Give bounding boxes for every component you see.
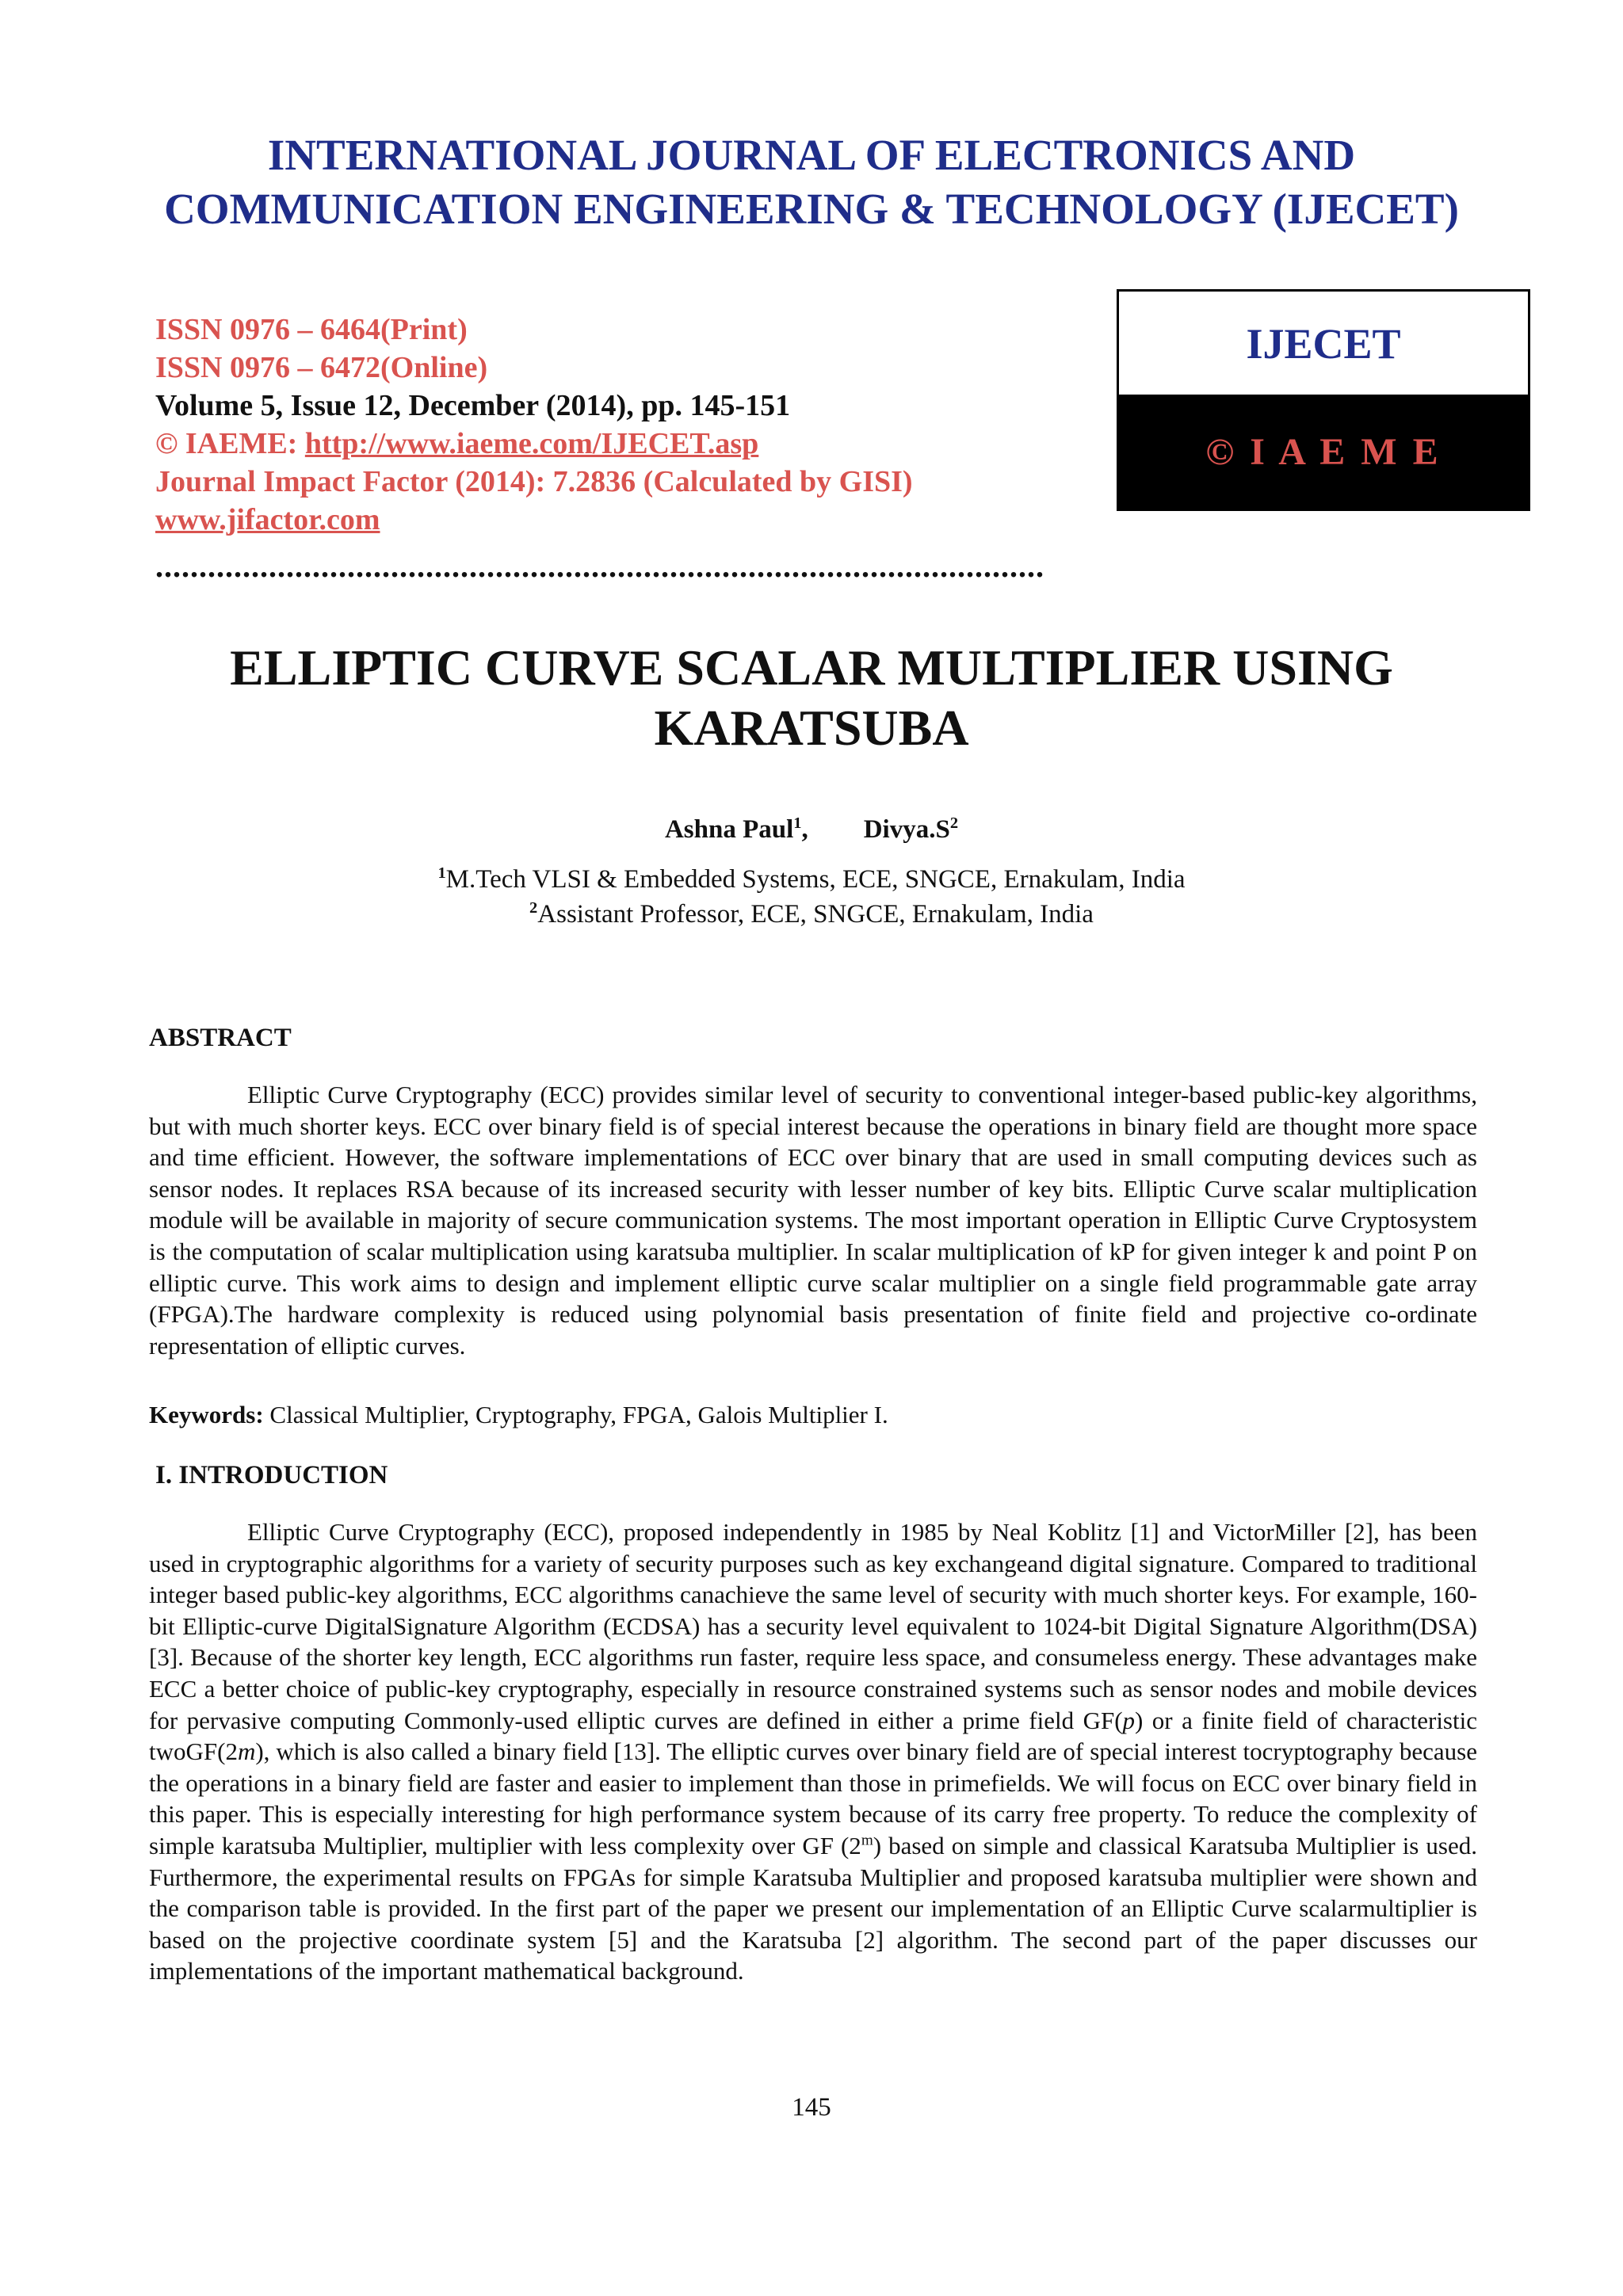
jifactor-link[interactable]: www.jifactor.com [155,503,380,536]
journal-title-line-2: COMMUNICATION ENGINEERING & TECHNOLOGY (IJECET) [164,185,1459,233]
affiliation-1-text: M.Tech VLSI & Embedded Systems, ECE, SNGCE, Ernakulam, India [445,865,1186,894]
keywords-label: Keywords: [149,1401,264,1428]
copyright-line [155,425,1067,463]
affiliation-2-sup: 2 [529,899,538,917]
journal-badge [1117,289,1530,511]
author-1-sup: 1 [793,814,802,832]
intro-sup-m: m [861,1832,873,1849]
paper-title-line-1: ELLIPTIC CURVE SCALAR MULTIPLIER USING [230,639,1393,696]
affiliation-2 [0,897,1623,932]
intro-text-a: Elliptic Curve Cryptography (ECC), proposed independently in 1985 by Neal Koblitz [1] and VictorMiller [2], has been used in cryptographic algorithms for a variety of security purposes such as key exchangeand digital signature. Compared to traditional integer based public-key algorithms, ECC algorithms canachieve the same level of security with much shorter keys. For example, 160-bit Elliptic-curve DigitalSignature Algorithm (ECDSA) has a security level equivalent to 1024-bit Digital Signature Algorithm(DSA) [3]. Because of the shorter key length, ECC algorithms run faster, require less space, and consumeless energy. These advantages make ECC a better choice of public-key cryptography, especially in resource constrained systems such as sensor nodes and mobile devices for pervasive computing Commonly-used elliptic curves are defined in either a prime field GF( [149,1518,1477,1734]
introduction-heading: I. INTRODUCTION [155,1461,388,1489]
issn-online: ISSN 0976 – 6472(Online) [155,351,488,384]
page-number: 145 [792,2093,831,2122]
keywords [149,1399,1477,1431]
abstract-heading: ABSTRACT [149,1024,292,1052]
copyright-prefix: © IAEME: [155,427,305,460]
intro-text-d: ) based on simple and classical Karatsuba Multiplier is used. Furthermore, the experimental results on FPGAs for simple Karatsuba Multiplier and proposed karatsuba multiplier were shown and the comparison table is provided. In the first part of the paper we present our implementation of an Elliptic Curve scalarmultiplier is based on the projective coordinate system [5] and the Karatsuba [2] algorithm. The second part of the paper discusses our implementations of the important mathematical background. [149,1831,1477,1985]
affiliation-1 [0,862,1623,897]
dotted-separator: ...................................................................................................... [155,555,1044,578]
paper-title-line-2: KARATSUBA [654,700,969,756]
intro-text-b: ) or a finite field of characteristic twoGF(2 [149,1706,1477,1766]
paper-title [0,638,1623,758]
journal-title [0,128,1623,236]
journal-title-line-1: INTERNATIONAL JOURNAL OF ELECTRONICS AND [267,131,1356,179]
authors [0,812,1623,847]
intro-italic-p: p [1122,1706,1136,1734]
affiliation-1-sup: 1 [437,864,446,882]
affiliations [0,862,1623,932]
abstract-text: Elliptic Curve Cryptography (ECC) provides similar level of security to conventional integer-based public-key algorithms, but with much shorter keys. ECC over binary field is of special interest because the operations in binary field are thought more space and time efficient. However, the software implementations of ECC over binary that are used in small computing devices such as sensor nodes. It replaces RSA because of its increased security with lesser number of key bits. Elliptic Curve scalar multiplication module will be available in majority of secure communication systems. The most important operation in Elliptic Curve Cryptosystem is the computation of scalar multiplication using karatsuba multiplier. In scalar multiplication of kP for given integer k and point P on elliptic curve. This work aims to design and implement elliptic curve scalar multiplier on a single field programmable gate array (FPGA).The hardware complexity is reduced using polynomial basis presentation of finite field and projective co-ordinate representation of elliptic curves. [149,1081,1477,1360]
intro-text-c: ), which is also called a binary field [13]. The elliptic curves over binary field are of special interest tocryptography because the operations in a binary field are faster and easier to implement than those in primefields. We will focus on ECC over binary field in this paper. This is especially interesting for high performance system because of its carry free property. To reduce the complexity of simple karatsuba Multiplier, multiplier with less complexity over GF (2 [149,1737,1477,1859]
author-2: Divya.S [863,815,950,844]
keywords-text: Classical Multiplier, Cryptography, FPGA, Galois Multiplier I. [263,1401,888,1428]
affiliation-2-text: Assistant Professor, ECE, SNGCE, Ernakulam, India [537,900,1094,929]
badge-ijecet: IJECET [1119,292,1528,399]
introduction-text [149,1516,1477,1987]
iaeme-link[interactable]: http://www.iaeme.com/IJECET.asp [304,427,759,460]
volume-issue: Volume 5, Issue 12, December (2014), pp. 145-151 [155,389,791,422]
badge-iaeme: © I A E M E [1119,395,1528,509]
intro-italic-m: m [237,1737,256,1766]
author-2-sup: 2 [949,814,959,832]
impact-factor: Journal Impact Factor (2014): 7.2836 (Calculated by GISI) [155,465,913,498]
author-1: Ashna Paul [664,815,794,844]
issn-print: ISSN 0976 – 6464(Print) [155,313,468,346]
author-1-comma: , [801,815,808,844]
journal-info [155,311,1067,539]
